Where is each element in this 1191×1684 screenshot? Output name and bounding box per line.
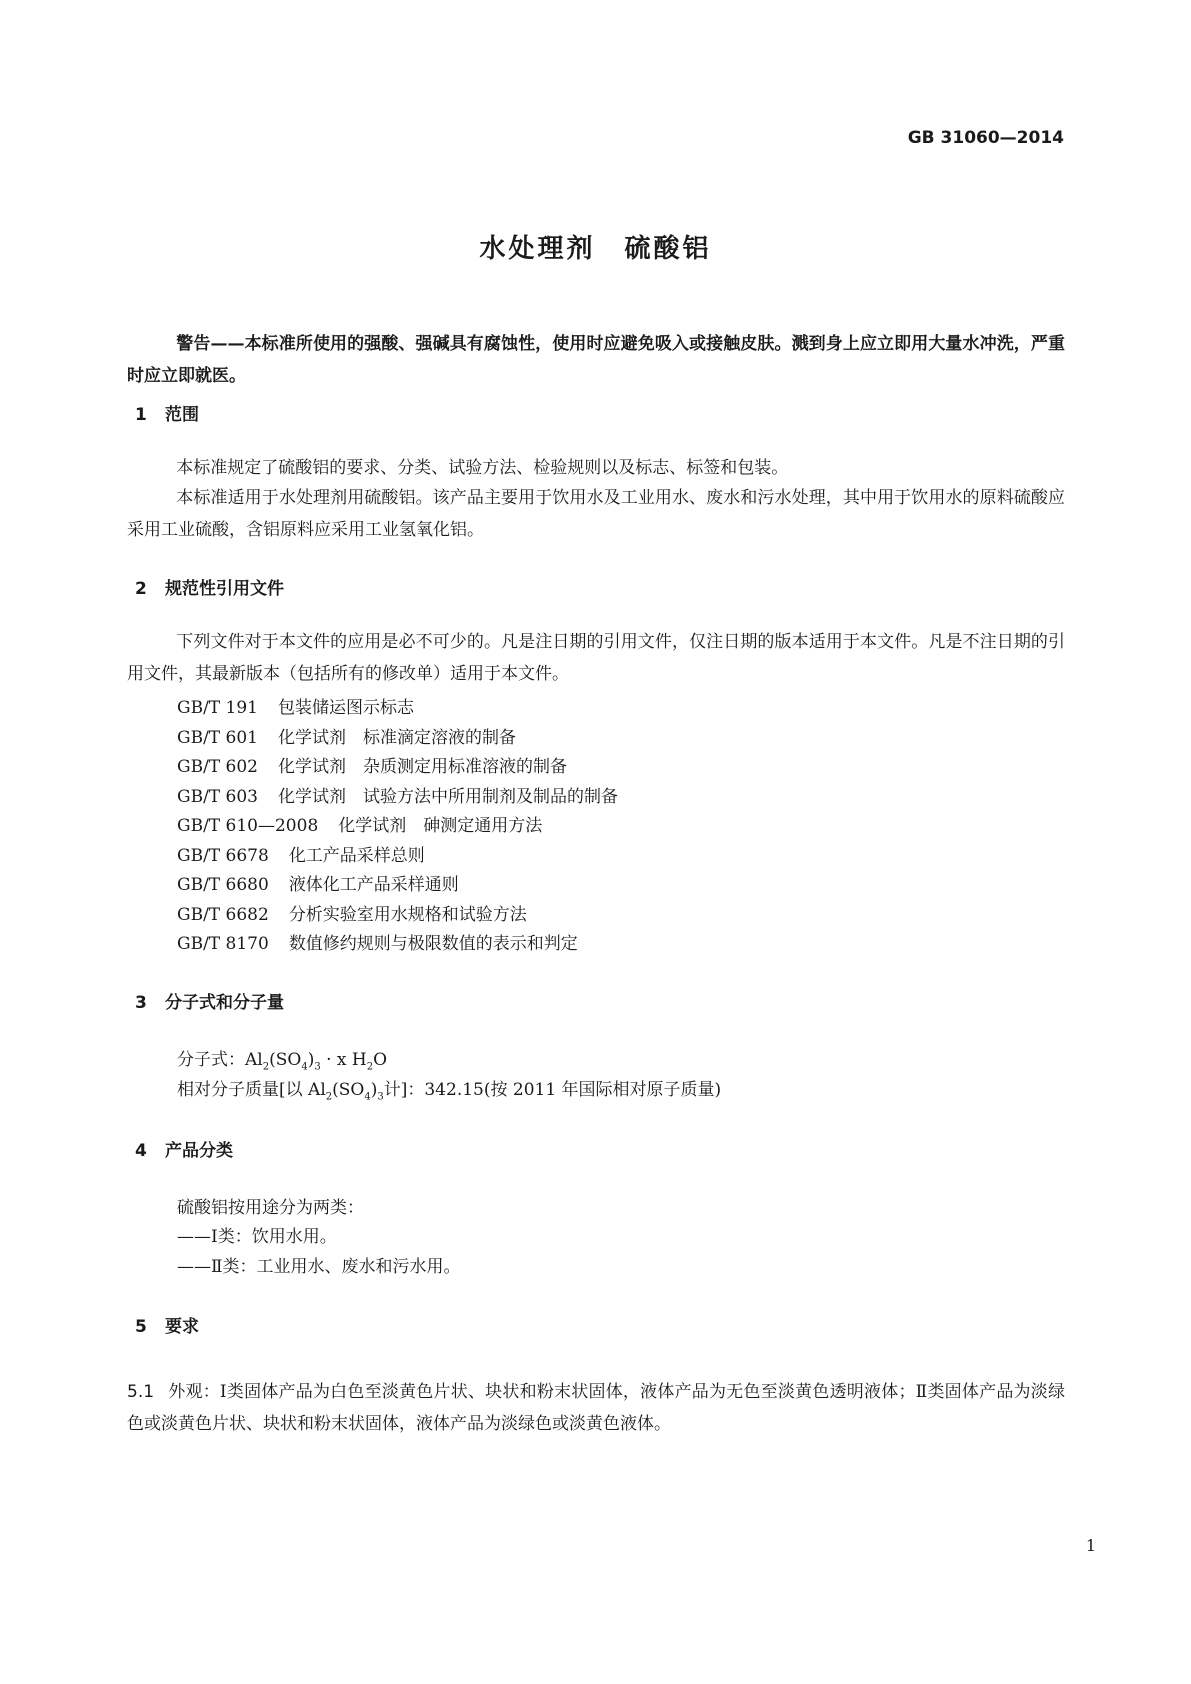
scope-paragraph-1: 本标准规定了硫酸铝的要求、分类、试验方法、检验规则以及标志、标签和包装。 <box>176 458 789 478</box>
formula-subscript: 4 <box>364 1091 371 1103</box>
reference-code: GB/T 6680 <box>177 875 269 895</box>
reference-code: GB/T 602 <box>177 757 258 777</box>
section-title: 产品分类 <box>165 1141 233 1161</box>
formula-part: (SO <box>332 1080 365 1100</box>
reference-title: 分析实验室用水规格和试验方法 <box>288 905 527 925</box>
reference-item <box>177 900 527 925</box>
classification-intro: 硫酸铝按用途分为两类： <box>177 1198 364 1218</box>
section-title: 要求 <box>165 1317 199 1337</box>
formula-part: · x H <box>320 1050 367 1070</box>
section-number: 3 <box>135 993 147 1013</box>
scope-paragraph-2: 本标准适用于水处理剂用硫酸铝。该产品主要用于饮用水及工业用水、废水和污水处理，其中用于饮用水的原料硫酸应采用工业硫酸，含铝原料应采用工业氢氧化铝。 <box>127 488 1065 540</box>
formula-part: ) <box>370 1080 378 1100</box>
standard-code: GB 31060—2014 <box>907 128 1064 148</box>
section-number: 1 <box>135 405 147 425</box>
formula-part: ) <box>307 1050 315 1070</box>
reference-item <box>177 870 459 895</box>
formula-part: Al <box>245 1050 263 1070</box>
classification-item: ——Ⅱ类：工业用水、废水和污水用。 <box>177 1257 461 1277</box>
clause-text: 外观：Ⅰ类固体产品为白色至淡黄色片状、块状和粉末状固体，液体产品为无色至淡黄色透明液体；Ⅱ类固体产品为淡绿色或淡黄色片状、块状和粉末状固体，液体产品为淡绿色或淡黄色液体。 <box>127 1382 1065 1434</box>
section-2-heading <box>135 574 284 599</box>
formula-part: O <box>373 1050 388 1070</box>
page-number: 1 <box>1085 1536 1096 1555</box>
formula-subscript: 3 <box>314 1061 321 1073</box>
reference-item <box>177 841 425 866</box>
reference-title: 数值修约规则与极限数值的表示和判定 <box>288 934 578 954</box>
reference-title: 化学试剂 杂质测定用标准溶液的制备 <box>278 757 567 777</box>
reference-item <box>177 929 578 954</box>
mass-text: 计]：342.15(按 2011 年国际相对原子质量) <box>383 1080 722 1100</box>
reference-code: GB/T 610—2008 <box>177 816 319 836</box>
section-number: 4 <box>135 1141 147 1161</box>
section-5-heading <box>135 1312 199 1337</box>
formula-label: 分子式： <box>177 1050 245 1070</box>
reference-title: 化工产品采样总则 <box>288 846 425 866</box>
reference-title: 化学试剂 标准滴定溶液的制备 <box>278 728 516 748</box>
reference-code: GB/T 601 <box>177 728 258 748</box>
reference-code: GB/T 603 <box>177 787 258 807</box>
formula-subscript: 3 <box>377 1091 384 1103</box>
reference-code: GB/T 6678 <box>177 846 269 866</box>
section-title: 分子式和分子量 <box>165 993 284 1013</box>
reference-code: GB/T 8170 <box>177 934 269 954</box>
formula-subscript: 2 <box>366 1061 374 1073</box>
relative-molecular-mass <box>177 1075 721 1102</box>
formula-subscript: 2 <box>262 1061 270 1073</box>
section-number: 2 <box>135 579 147 599</box>
references-intro: 下列文件对于本文件的应用是必不可少的。凡是注日期的引用文件，仅注日期的版本适用于本文件。凡是不注日期的引用文件，其最新版本（包括所有的修改单）适用于本文件。 <box>127 632 1065 684</box>
reference-item <box>177 782 618 807</box>
molecular-formula <box>177 1045 387 1072</box>
reference-code: GB/T 6682 <box>177 905 269 925</box>
section-number: 5 <box>135 1317 147 1337</box>
document-title: 水处理剂 硫酸铝 <box>479 234 712 264</box>
classification-item: ——Ⅰ类：饮用水用。 <box>177 1227 337 1247</box>
clause-number: 5.1 <box>127 1382 155 1402</box>
reference-code: GB/T 191 <box>177 698 258 718</box>
reference-title: 包装储运图示标志 <box>278 698 414 718</box>
formula-subscript: 4 <box>301 1061 308 1073</box>
mass-text: 相对分子质量[以 Al <box>177 1080 326 1100</box>
reference-item <box>177 811 542 836</box>
reference-title: 液体化工产品采样通则 <box>288 875 459 895</box>
reference-item <box>177 693 414 718</box>
warning-paragraph: 警告——本标准所使用的强酸、强碱具有腐蚀性，使用时应避免吸入或接触皮肤。溅到身上应立即用大量水冲洗，严重时应立即就医。 <box>127 334 1065 386</box>
formula-part: (SO <box>269 1050 302 1070</box>
reference-title: 化学试剂 试验方法中所用制剂及制品的制备 <box>278 787 618 807</box>
section-1-heading <box>135 400 199 425</box>
section-4-heading <box>135 1136 233 1161</box>
reference-item <box>177 752 567 777</box>
reference-title: 化学试剂 砷测定通用方法 <box>338 816 543 836</box>
reference-item <box>177 723 516 748</box>
clause-5-1 <box>127 1376 1065 1440</box>
section-3-heading <box>135 988 284 1013</box>
formula-subscript: 2 <box>325 1091 333 1103</box>
section-title: 规范性引用文件 <box>165 579 284 599</box>
section-title: 范围 <box>165 405 199 425</box>
